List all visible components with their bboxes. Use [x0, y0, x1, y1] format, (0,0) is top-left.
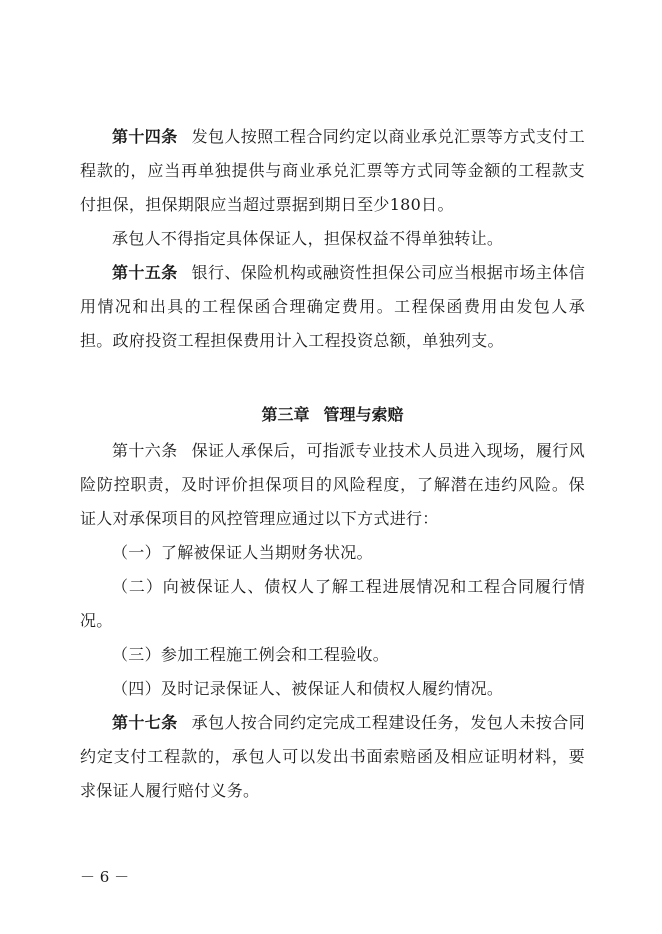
chapter-number: 第三章: [261, 405, 310, 424]
article-16-item-3: （三）参加工程施工例会和工程验收。: [112, 645, 390, 664]
article-14-paragraph-2: 承包人不得指定具体保证人，担保权益不得单独转让。: [112, 229, 504, 248]
article-17-text: 承包人按合同约定完成工程建设任务，发包人未按合同约定支付工程款的，承包人可以发出书面索赔函及相应证明材料，要求保证人履行赔付义务。: [80, 713, 586, 800]
article-16-text: 保证人承保后，可指派专业技术人员进入现场，履行风险防控职责，及时评价担保项目的风险程度，了解潜在违约风险。保证人对承保项目的风控管理应通过以下方式进行：: [80, 441, 586, 528]
article-15-text: 银行、保险机构或融资性担保公司应当根据市场主体信用情况和出具的工程保函合理确定费用。工程保函费用由发包人承担。政府投资工程担保费用计入工程投资总额，单独列支。: [80, 263, 586, 350]
article-16-item-4: （四）及时记录保证人、被保证人和债权人履约情况。: [112, 679, 504, 698]
page-number: － 6 －: [80, 868, 130, 886]
article-17-number: 第十七条: [112, 713, 178, 732]
article-14-paragraph: [80, 120, 585, 222]
article-15-paragraph: [80, 256, 585, 358]
chapter-heading: [80, 398, 585, 432]
document-body: [80, 120, 585, 808]
article-16-item-2: （二）向被保证人、债权人了解工程进展情况和工程合同履行情况。: [80, 577, 585, 630]
article-16-number: 第十六条: [112, 441, 178, 460]
article-16-item-1: （一）了解被保证人当期财务状况。: [112, 543, 373, 562]
article-14-number: 第十四条: [112, 127, 178, 146]
chapter-title: 管理与索赔: [323, 405, 404, 424]
article-17-paragraph: [80, 706, 585, 808]
article-15-number: 第十五条: [112, 263, 178, 282]
article-16-paragraph: [80, 434, 585, 536]
article-14-text: 发包人按照工程合同约定以商业承兑汇票等方式支付工程款的，应当再单独提供与商业承兑汇票等方式同等金额的工程款支付担保，担保期限应当超过票据到期日至少180日。: [80, 127, 586, 214]
